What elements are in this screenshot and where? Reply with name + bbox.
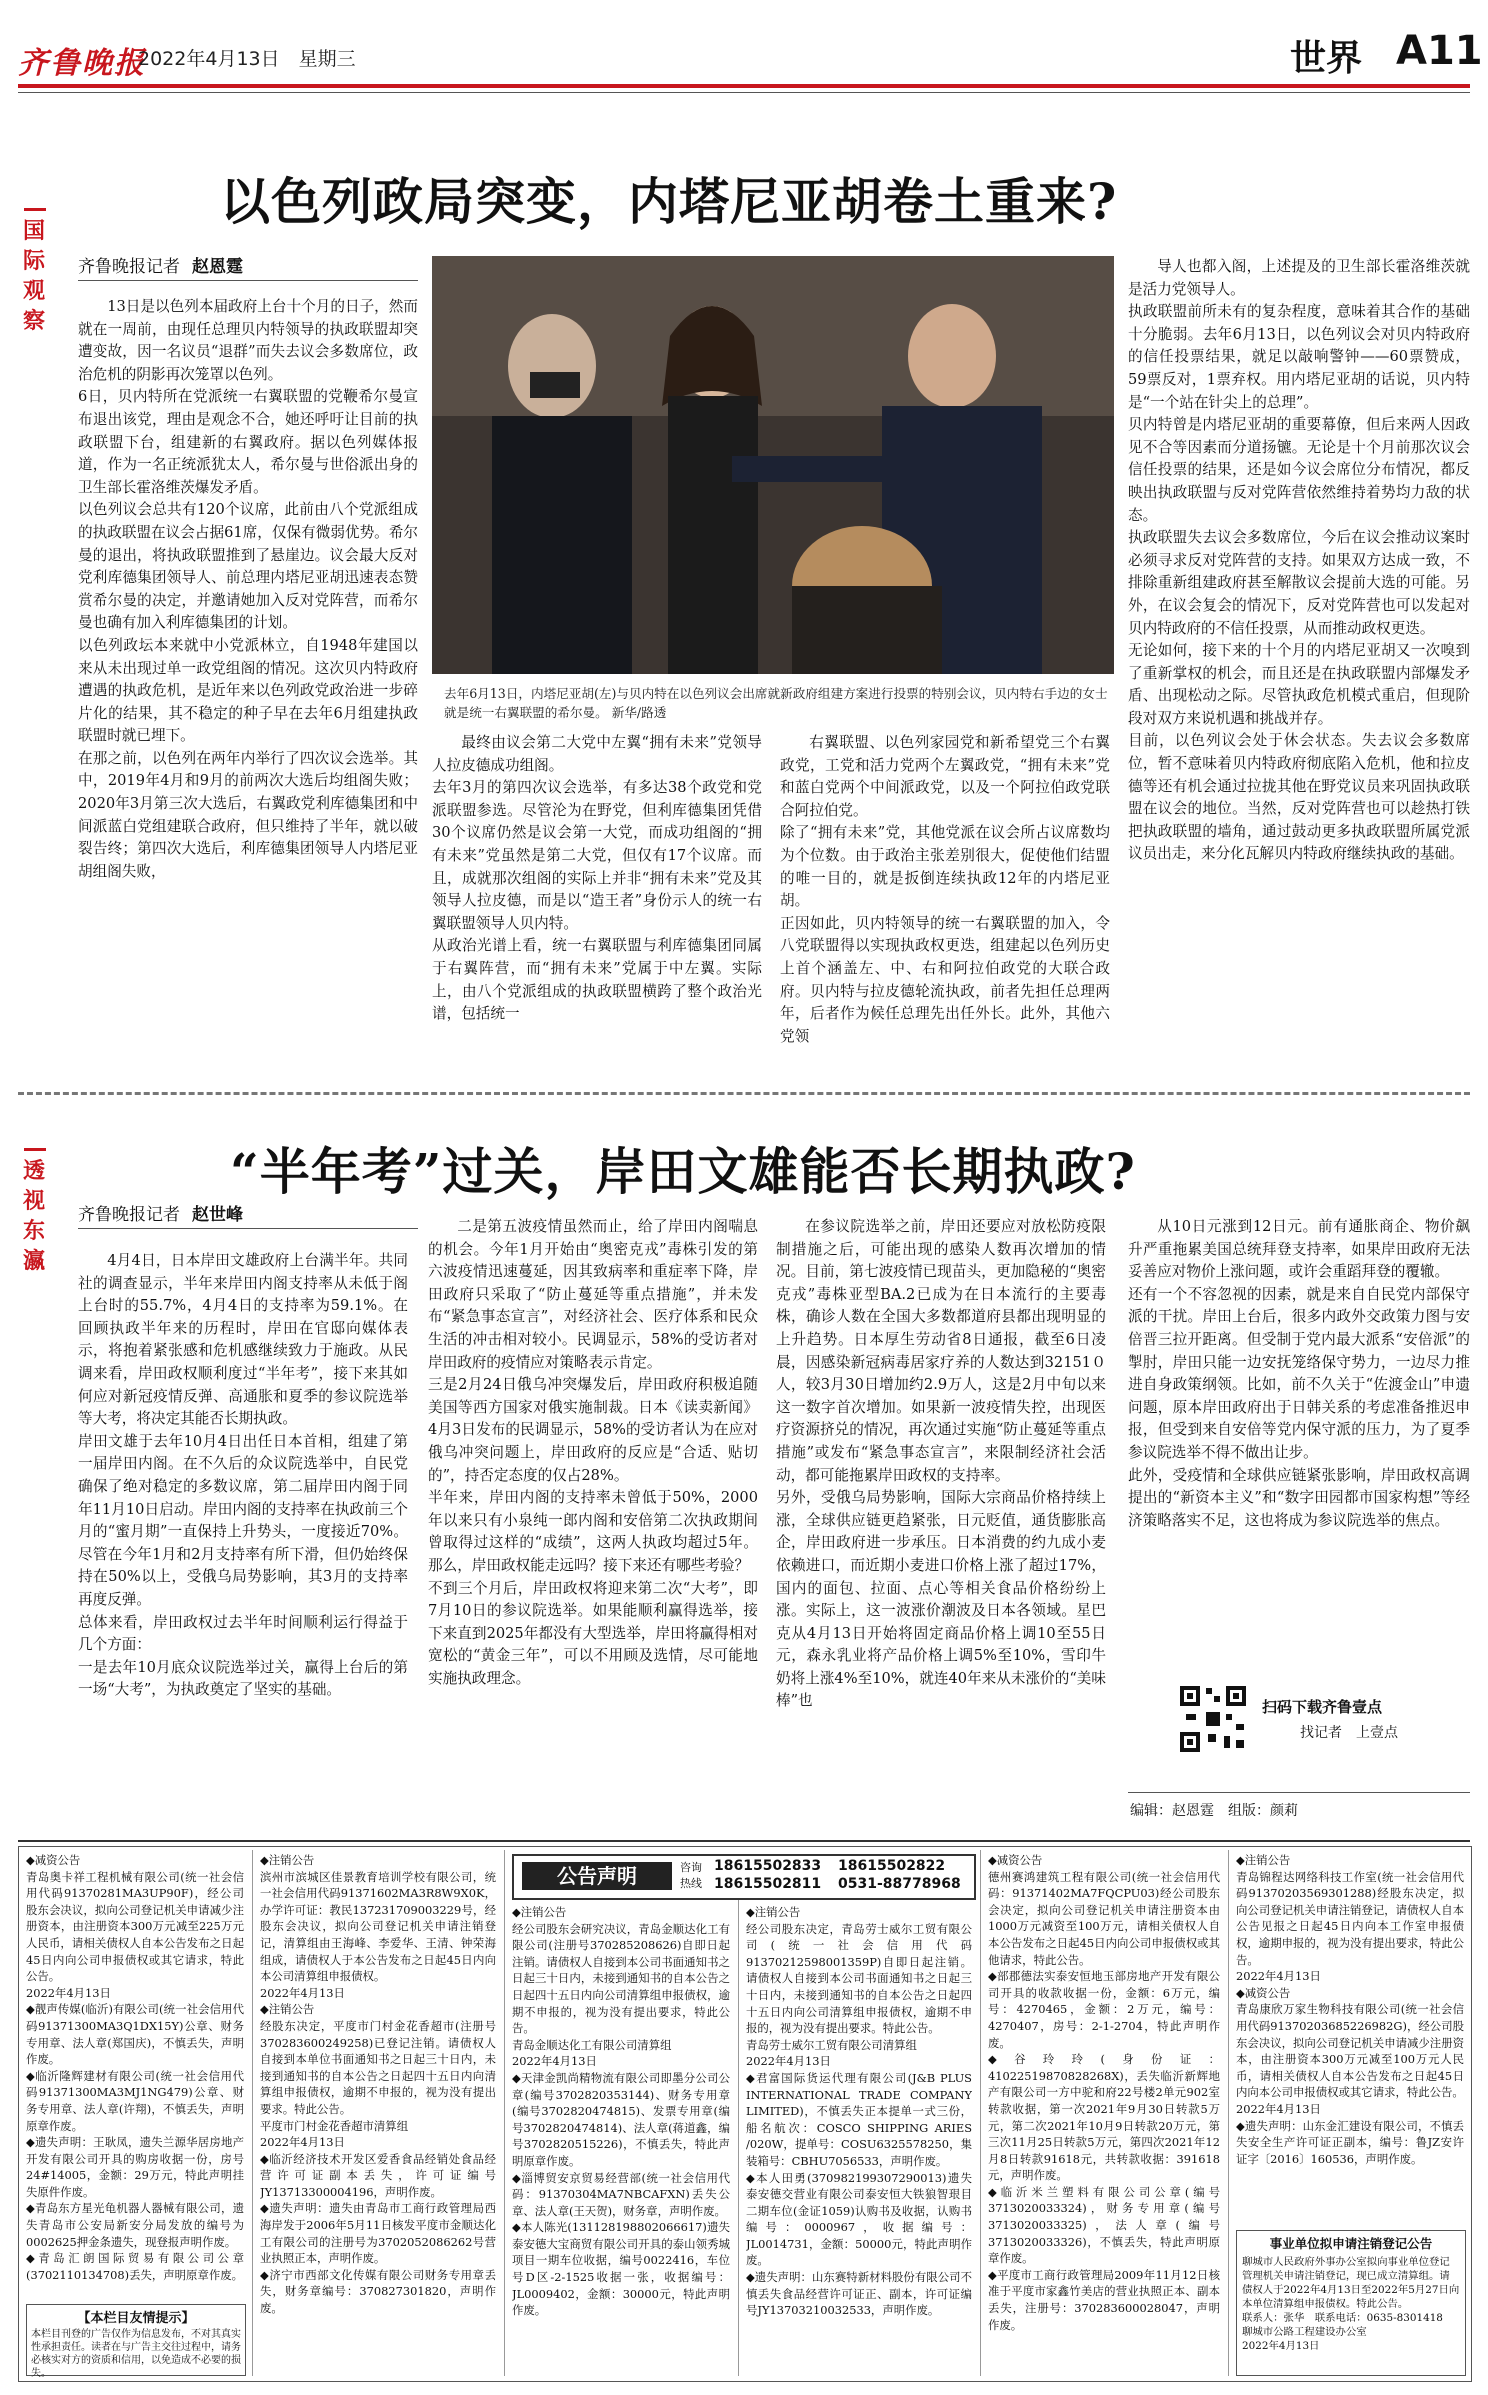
editor-credit: 编辑：赵恩霆 组版：颜莉 xyxy=(1130,1803,1298,1819)
newspaper-logo: 齐鲁晚报 xyxy=(18,46,146,81)
photo-illustration xyxy=(432,256,1114,674)
ad-phone-1: 18615502833 xyxy=(714,1858,822,1874)
ad-column-2: ◆注销公告 滨州市滨城区佳景教育培训学校有限公司，统一社会信用代码91371602MA3R8W9X0K，办学许可证：教民137231709003229号，经股东会决议，拟向公司登记机关申请注销登记，清算组由王海峰、李爱华、王清、钟荣海组成，请债权人于本公告发布之日起45日内向本公司清算组申报债权。 2022年4月13日 ◆注销公告 经股东决定，平度市门村金花香超市(注册号370283600249258)已登记注销。请债权人自接到本单位书面通知书之日起三十日内，未接到通知书的自本公告之日起四十五日内向清算组申报债权，逾期不申报的，视为没有提出要求。特此公告。 平度市门村金花香超市清算组 2022年4月13日 ◆临沂经济技术开发区爱香食品经销处食品经营许可证副本丢失，许可证编号JY13713300004196，声明作废。 ◆遗失声明：遗失由青岛市工商行政管理局西海岸发于2006年5月11日核发平度市金顺达化工有限公司的注册号为3702052086262号营业执照正本，声明作废。 ◆济宁市西部文化传媒有限公司财务专用章丢失，财务章编号：370827301820，声明作废。 xyxy=(260,1853,496,2316)
ad-banner-title: 公告声明 xyxy=(522,1862,672,1890)
masthead-rule xyxy=(18,84,1470,88)
byline-2: 齐鲁晚报记者 赵世峰 xyxy=(78,1205,243,1225)
ad-tip-box xyxy=(26,2304,246,2379)
article1-column-3: 右翼联盟、以色列家园党和新希望党三个右翼政党，工党和活力党两个左翼政党，“拥有未来”党和蓝白党两个中间派政党，以及一个阿拉伯政党联合阿拉伯党。 除了“拥有未来”党，其他党派在议会所占议席数均为个位数。由于政治主张差别很大，促使他们结盟的唯一目的，就是扳倒连续执政12年的内塔尼亚胡。 正因如此，贝内特领导的统一右翼联盟的加入，令八党联盟得以实现执政权更迭，组建起以色列历史上首个涵盖左、中、右和阿拉伯政党的大联合政府。贝内特与拉皮德轮流执政，前者先担任总理两年，后者作为候任总理先出任外长。此外，其他六党领 xyxy=(780,734,1110,1045)
ad-column-5: ◆减资公告 德州赛鸿建筑工程有限公司(统一社会信用代码：91371402MA7FQCPU03)经公司股东会决定，拟向公司登记机关申请注册资本由1000万元减资至100万元，请相关债权人自本公告发布之日起45日内向公司申报债权或其他请求，特此公告。 ◆部郡德法实泰安恒地玉部房地产开发有限公司开具的收款收据一份，金额：6万元，编号：4270465，金额：2万元，编号：4270407，房号：2-1-2704，特此声明作废。 ◆谷玲玲(身份证：41022519870828268X)，丢失临沂新辉地产有限公司一方中驼和府22号楼2单元902室转款收据，第一次2021年9月30日转款5万元，第二次2021年10月9日转款20万元，第三次11月25日转款5万元，第四次2021年12月8日转款91618元，共转款收据：391618元，声明作废。 ◆临沂米兰塑料有限公司公章(编号3713020033324)，财务专用章(编号3713020033325)，法人章(编号3713020033326)，不慎丢失，特此声明原章作废。 ◆平度市工商行政管理局2009年11月12日核准于平度市家鑫竹美店的营业执照正本、副本丢失，注册号：370283600028047，声明作废。 xyxy=(988,1853,1220,2332)
ad-tip-title: 【本栏目友情提示】 xyxy=(77,2311,195,2326)
ad-divider xyxy=(1228,1850,1229,2376)
article1-column-1: 13日是以色列本届政府上台十个月的日子，然而就在一周前，由现任总理贝内特领导的执政联盟却突遭变故，因一名议员“退群”而失去议会多数席位，政治危机的阴影再次笼罩以色列。 6日，贝内特所在党派统一右翼联盟的党鞭希尔曼宣布退出该党，理由是观念不合，她还呼吁让目前的执政联盟下台，组建新的右翼政府。据以色列媒体报道，作为一名正统派犹太人，希尔曼与世俗派出身的卫生部长霍洛维茨爆发矛盾。 以色列议会总共有120个议席，此前由八个党派组成的执政联盟在议会占据61席，仅保有微弱优势。希尔曼的退出，将执政联盟推到了悬崖边。议会最大反对党利库德集团领导人、前总理内塔尼亚胡迅速表态赞赏希尔曼的决定，并邀请她加入反对党阵营，而希尔曼也确有加入利库德集团的计划。 以色列政坛本来就中小党派林立，自1948年建国以来从未出现过单一政党组阁的情况。这次贝内特政府遭遇的执政危机，是近年来以色列政党政治进一步碎片化的结果，其不稳定的种子早在去年6月组建执政联盟时就已埋下。 在那之前，以色列在两年内举行了四次议会选举。其中，2019年4月和9月的前两次大选后均组阁失败；2020年3月第三次大选后，右翼政党利库德集团和中间派蓝白党组建联合政府，但只维持了半年，就以破裂告终；第四次大选后，利库德集团领导人内塔尼亚胡组阁失败， xyxy=(78,298,418,880)
ad-phone-3: 18615502811 xyxy=(714,1876,822,1892)
ad-tip-text: 本栏目刊登的广告仅作为信息发布，不对其真实性承担责任。读者在与广告主交往过程中，请务必核实对方的资质和信用，以免造成不必要的损失。 xyxy=(31,2329,241,2379)
byline-rule-2 xyxy=(78,1228,418,1229)
ad-section-rule xyxy=(18,1840,1470,1842)
issue-date: 2022年4月13日 星期三 xyxy=(138,48,356,70)
byline-rule xyxy=(78,280,418,281)
column-tag-1: 国际观察 xyxy=(22,208,48,337)
article-divider xyxy=(18,1092,1470,1095)
ad-column-1: ◆减资公告 青岛奥卡祥工程机械有限公司(统一社会信用代码91370281MA3UP90F)，经公司股东会决议，拟向公司登记机关申请减少注册资本，由注册资本300万元减至225万元人民币，请相关债权人自本公告发布之日起45日内向公司申报债权或其它请求，特此公告。 2022年4月13日 ◆靓声传媒(临沂)有限公司(统一社会信用代码91371300MA3Q1DX15Y)公章、财务专用章、法人章(郑国庆)，不慎丢失，声明作废。 ◆临沂隆辉建材有限公司(统一社会信用代码91371300MA3MJ1NG479)公章、财务专用章、法人章(许翔)，不慎丢失，声明原章作废。 ◆遗失声明：王耿凤，遗失兰源华居房地产开发有限公司开具的购房收据一份，房号24#14005，金额：29万元，特此声明挂失原件作废。 ◆青岛东方星光龟机器人器械有限公司，遗失青岛市公安局新安分局发放的编号为0002625押金条遗失，现登报声明作废。 ◆青岛汇朗国际贸易有限公司公章(3702110134708)丢失，声明原章作废。 xyxy=(26,1853,244,2282)
article1-column-2: 最终由议会第二大党中左翼“拥有未来”党领导人拉皮德成功组阁。 去年3月的第四次议会选举，有多达38个政党和党派联盟参选。尽管沦为在野党，但利库德集团凭借30个议席仍然是议会第一大党，而成功组阁的“拥有未来”党虽然是第二大党，但仅有17个议席。而且，成就那次组阁的实际上并非“拥有未来”党及其领导人拉皮德，而是以“造王者”身份示人的统一右翼联盟领导人贝内特。 从政治光谱上看，统一右翼联盟与利库德集团同属于右翼阵营，而“拥有未来”党属于中左翼。实际上，由八个党派组成的执政联盟横跨了整个政治光谱，包括统一 xyxy=(432,734,762,1023)
article1-column-4: 导人也都入阁，上述提及的卫生部长霍洛维茨就是活力党领导人。 执政联盟前所未有的复杂程度，意味着其合作的基础十分脆弱。去年6月13日，以色列议会对贝内特政府的信任投票结果，就足以敲响警钟——60票赞成，59票反对，1票弃权。用内塔尼亚胡的话说，贝内特是“一个站在针尖上的总理”。 贝内特曾是内塔尼亚胡的重要幕僚，但后来两人因政见不合等因素而分道扬镳。无论是十个月前那次议会信任投票的结果，还是如今议会席位分布情况，都反映出执政联盟与反对党阵营依然维持着势均力敌的状态。 执政联盟失去议会多数席位，今后在议会推动议案时必须寻求反对党阵营的支持。如果双方达成一致，不排除重新组建政府甚至解散议会提前大选的可能。另外，在议会复会的情况下，反对党阵营也可以发起对贝内特政府的不信任投票，从而推动政权更迭。 无论如何，接下来的十个月的内塔尼亚胡又一次嗅到了重新掌权的机会，而且还是在执政联盟内部爆发矛盾、出现松动之际。尽管执政危机模式重启，但现阶段对双方来说机遇和挑战并存。 目前，以色列议会处于休会状态。失去议会多数席位，暂不意味着贝内特政府彻底陷入危机，他和拉皮德等还有机会通过拉拢其他在野党议员来巩固执政联盟在议会的地位。当然，反对党阵营也可以趁热打铁把执政联盟的墙角，通过鼓动更多执政联盟所属党派议员出走，来分化瓦解贝内特政府继续执政的基础。 xyxy=(1128,258,1470,863)
byline-1: 齐鲁晚报记者 赵恩霆 xyxy=(78,257,243,277)
photo-caption: 去年6月13日，内塔尼亚胡(左)与贝内特在以色列议会出席就新政府组建方案进行投票的特别会议，贝内特右手边的女士就是统一右翼联盟的希尔曼。 新华/路透 xyxy=(444,686,1108,720)
article2-column-4: 从10日元涨到12日元。前有通胀商企、物价飙升严重拖累美国总统拜登支持率，如果岸田政府无法妥善应对物价上涨问题，或许会重蹈拜登的覆辙。 还有一个不容忽视的因素，就是来自自民党内部保守派的干扰。岸田上台后，很多内政外交政策力图与安倍晋三拉开距离。但受制于党内最大派系“安倍派”的掣肘，岸田只能一边安抚笼络保守势力，一边尽力推进自身政策纲领。比如，前不久关于“佐渡金山”申遗问题，原本岸田政府出于日韩关系的考虑准备推迟申报，但受到来自安倍等党内保守派的压力，为了夏季参议院选举不得不做出让步。 此外，受疫情和全球供应链紧张影响，岸田政权高调提出的“新资本主义”和“数字田园都市国家构想”等经济策略落实不足，这也将成为参议院选举的焦点。 xyxy=(1128,1218,1470,1529)
section-name: 世界 xyxy=(1290,38,1363,79)
column-tag-2: 透视东瀛 xyxy=(22,1148,48,1277)
headline-1: 以色列政局突变，内塔尼亚胡卷土重来? xyxy=(220,172,1118,231)
ad-divider xyxy=(980,1850,981,2376)
qr-label: 扫码下载齐鲁壹点 xyxy=(1262,1698,1383,1716)
qr-code[interactable] xyxy=(1178,1684,1248,1754)
public-notice-box xyxy=(1236,2230,1466,2376)
ad-hotline-label: 咨询热线 xyxy=(680,1861,702,1890)
ad-banner xyxy=(512,1854,976,1900)
article2-column-1: 4月4日，日本岸田文雄政府上台满半年。共同社的调查显示，半年来岸田内阁支持率从未低于阁上台时的55.7%，4月4日的支持率为59.1%。在回顾执政半年来的历程时，岸田在官邸向媒体表示，将抱着紧张感和危机感继续致力于施政。从民调来看，岸田政权顺利度过“半年考”，接下来其如何应对新冠疫情反弹、高通胀和夏季的参议院选举等大考，将决定其能否长期执政。 岸田文雄于去年10月4日出任日本首相，组建了第一届岸田内阁。在不久后的众议院选举中，自民党确保了绝对稳定的多数议席，第二届岸田内阁于同年11月10日启动。岸田内阁的支持率在执政前三个月的“蜜月期”一直保持上升势头，一度接近70%。尽管在今年1月和2月支持率有所下滑，但仍始终保持在50%以上，受俄乌局势影响，其3月的支持率再度反弹。 总体来看，岸田政权过去半年时间顺利运行得益于几个方面： 一是去年10月底众议院选举过关，赢得上台后的第一场“大考”，为执政奠定了坚实的基础。 xyxy=(78,1252,408,1699)
ad-column-6: ◆注销公告 青岛锦程达网络科技工作室(统一社会信用代码91370203569301288)经股东决定，拟向公司登记机关申请注销登记，请债权人自本公告见报之日起45日内向本工作室申报债权，逾期申报的，视为没有提出要求，特此公告。 2022年4月13日 ◆减资公告 青岛康欣万家生物科技有限公司(统一社会信用代码91370203685226982G)，经公司股东会决议，拟向公司登记机关申请减少注册资本，由注册资本300万元减至100万元人民币，请相关债权人自本公告发布之日起45日内向本公司申报债权或其它请求，特此公告。 2022年4月13日 ◆遗失声明：山东金汇建设有限公司，不慎丢失安全生产许可证正副本，编号：鲁JZ安许证字〔2016〕160536，声明作废。 xyxy=(1236,1853,1464,2166)
public-notice-title: 事业单位拟申请注销登记公告 xyxy=(1269,2236,1433,2251)
ad-phone-2: 18615502822 xyxy=(838,1858,946,1874)
article2-column-3: 在参议院选举之前，岸田还要应对放松防疫限制措施之后，可能出现的感染人数再次增加的情况。目前，第七波疫情已现苗头，更加隐秘的“奥密克戎”毒株亚型BA.2已成为在日本流行的主要毒株，确诊人数在全国大多数都道府县都出现明显的上升趋势。日本厚生劳动省8日通报，截至6日凌晨，因感染新冠病毒居家疗养的人数达到32151０人，较3月30日增加约2.9万人，这是2月中旬以来这一数字首次增加。如果新一波疫情失控，出现医疗资源挤兑的情况，再次通过实施“防止蔓延等重点措施”或发布“紧急事态宣言”，来限制经济社会活动，都可能拖累岸田政权的支持率。 另外，受俄乌局势影响，国际大宗商品价格持续上涨，全球供应链更趋紧张，日元贬值，通货膨胀高企，岸田政府进一步承压。日本消费的约九成小麦依赖进口，而近期小麦进口价格上涨了超过17%，国内的面包、拉面、点心等相关食品价格纷纷上涨。实际上，这一波涨价潮波及日本各领域。星巴克从4月13日开始将固定商品价格上调10至55日元，森永乳业将产品价格上调5%至10%，雪印牛奶将上涨4%至10%，就连40年来从未涨价的“美味棒”也 xyxy=(776,1218,1106,1710)
public-notice-text: 聊城市人民政府外事办公室拟向事业单位登记管理机关申请注销登记，现已成立清算组。请债权人于2022年4月13日至2022年5月27日向本单位清算组申报债权。特此公告。 联系人：张华 联系电话：0635-8301418 聊城市公路工程建设办公室 2022年4月13日 xyxy=(1242,2256,1460,2352)
headline-2: “半年考”过关，岸田文雄能否长期执政? xyxy=(230,1142,1136,1201)
masthead-rule-thin xyxy=(18,92,1470,93)
ad-divider xyxy=(504,1850,505,2376)
page-number: A11 xyxy=(1396,28,1483,74)
editor-rule xyxy=(1128,1792,1470,1793)
news-photo xyxy=(432,256,1114,674)
ad-column-4: ◆注销公告 经公司股东决定，青岛劳士威尔工贸有限公司(统一社会信用代码91370212598001359P)自即日起注销。请债权人自接到本公司书面通知书之日起三十日内，未接到通知书的自本公告之日起四十五日内向公司清算组申报债权，逾期不申报的，视为没有提出要求。特此公告。 青岛劳士威尔工贸有限公司清算组 2022年4月13日 ◆君富国际货运代理有限公司(J&B PLUS INTERNATIONAL TRADE COMPANY LIMITED)，不慎丢失正本提单一式三份，船名航次：COSCO SHIPPING ARIES /020W，提单号：COSU6325578250，集装箱号：CBHU7056533，声明作废。 ◆本人田勇(370982199307290013)遗失泰安德交营业有限公司泰安恒大铁狼智珢目二期车位(金证1059)认购书及收据，认购书编号：0000967，收据编号：JL0014731，金额：50000元，特此声明作废。 ◆遗失声明：山东赛特新材料股份有限公司不慎丢失食品经营许可证正、副本，许可证编号JY13703210032533，声明作废。 xyxy=(746,1905,972,2318)
ad-phone-4: 0531-88778968 xyxy=(838,1876,961,1892)
ad-divider xyxy=(252,1850,253,2376)
qr-sublabel: 找记者 上壹点 xyxy=(1300,1725,1398,1741)
ad-column-3: ◆注销公告 经公司股东会研究决议，青岛金顺达化工有限公司(注册号370285208626)自即日起注销。请债权人自接到本公司书面通知书之日起三十日内，未接到通知书的自本公告之日起四十五日内向公司清算组申报债权，逾期不申报的，视为没有提出要求，特此公告。 青岛金顺达化工有限公司清算组 2022年4月13日 ◆天津金凯尚精物流有限公司即墨分公司公章(编号3702820353144)、财务专用章(编号3702820474815)、发票专用章(编号3702820474814)、法人章(蒋道鑫，编号3702820515226)，不慎丢失，特此声明原章作废。 ◆淄博贸安京贸易经营部(统一社会信用代码：91370304MA7NBCAFXN)丢失公章、法人章(王天贺)，财务章，声明作废。 ◆本人陈光(131128198802066617)遗失泰安德大宝商贸有限公司开具的泰山领秀城项目一期车位收据，编号0022416，车位号D区-2-1525收据一张，收据编号：JL0009402，金额：30000元，特此声明作废。 xyxy=(512,1905,730,2318)
ad-divider xyxy=(738,1900,739,2376)
article2-column-2: 二是第五波疫情虽然而止，给了岸田内阁喘息的机会。今年1月开始由“奥密克戎”毒株引发的第六波疫情迅速蔓延，因其致病率和重症率下降，岸田政府只采取了“防止蔓延等重点措施”，并未发布“紧急事态宣言”，对经济社会、医疗体系和民众生活的冲击相对较小。民调显示，58%的受访者对岸田政府的疫情应对策略表示肯定。 三是2月24日俄乌冲突爆发后，岸田政府积极追随美国等西方国家对俄实施制裁。日本《读卖新闻》4月3日发布的民调显示，58%的受访者认为在应对俄乌冲突问题上，岸田政府的反应是“合适、贴切的”，持否定态度的仅占28%。 半年来，岸田内阁的支持率未曾低于50%，2000年以来只有小泉纯一郎内阁和安倍第二次执政期间曾取得过这样的“成绩”，这两人执政均超过5年。那么，岸田政权能走远吗？接下来还有哪些考验？ 不到三个月后，岸田政权将迎来第二次“大考”，即7月10日的参议院选举。如果能顺利赢得选举，接下来直到2025年都没有大型选举，岸田将赢得相对宽松的“黄金三年”，可以不用顾及选情，尽可能地实施执政理念。 xyxy=(428,1218,758,1687)
